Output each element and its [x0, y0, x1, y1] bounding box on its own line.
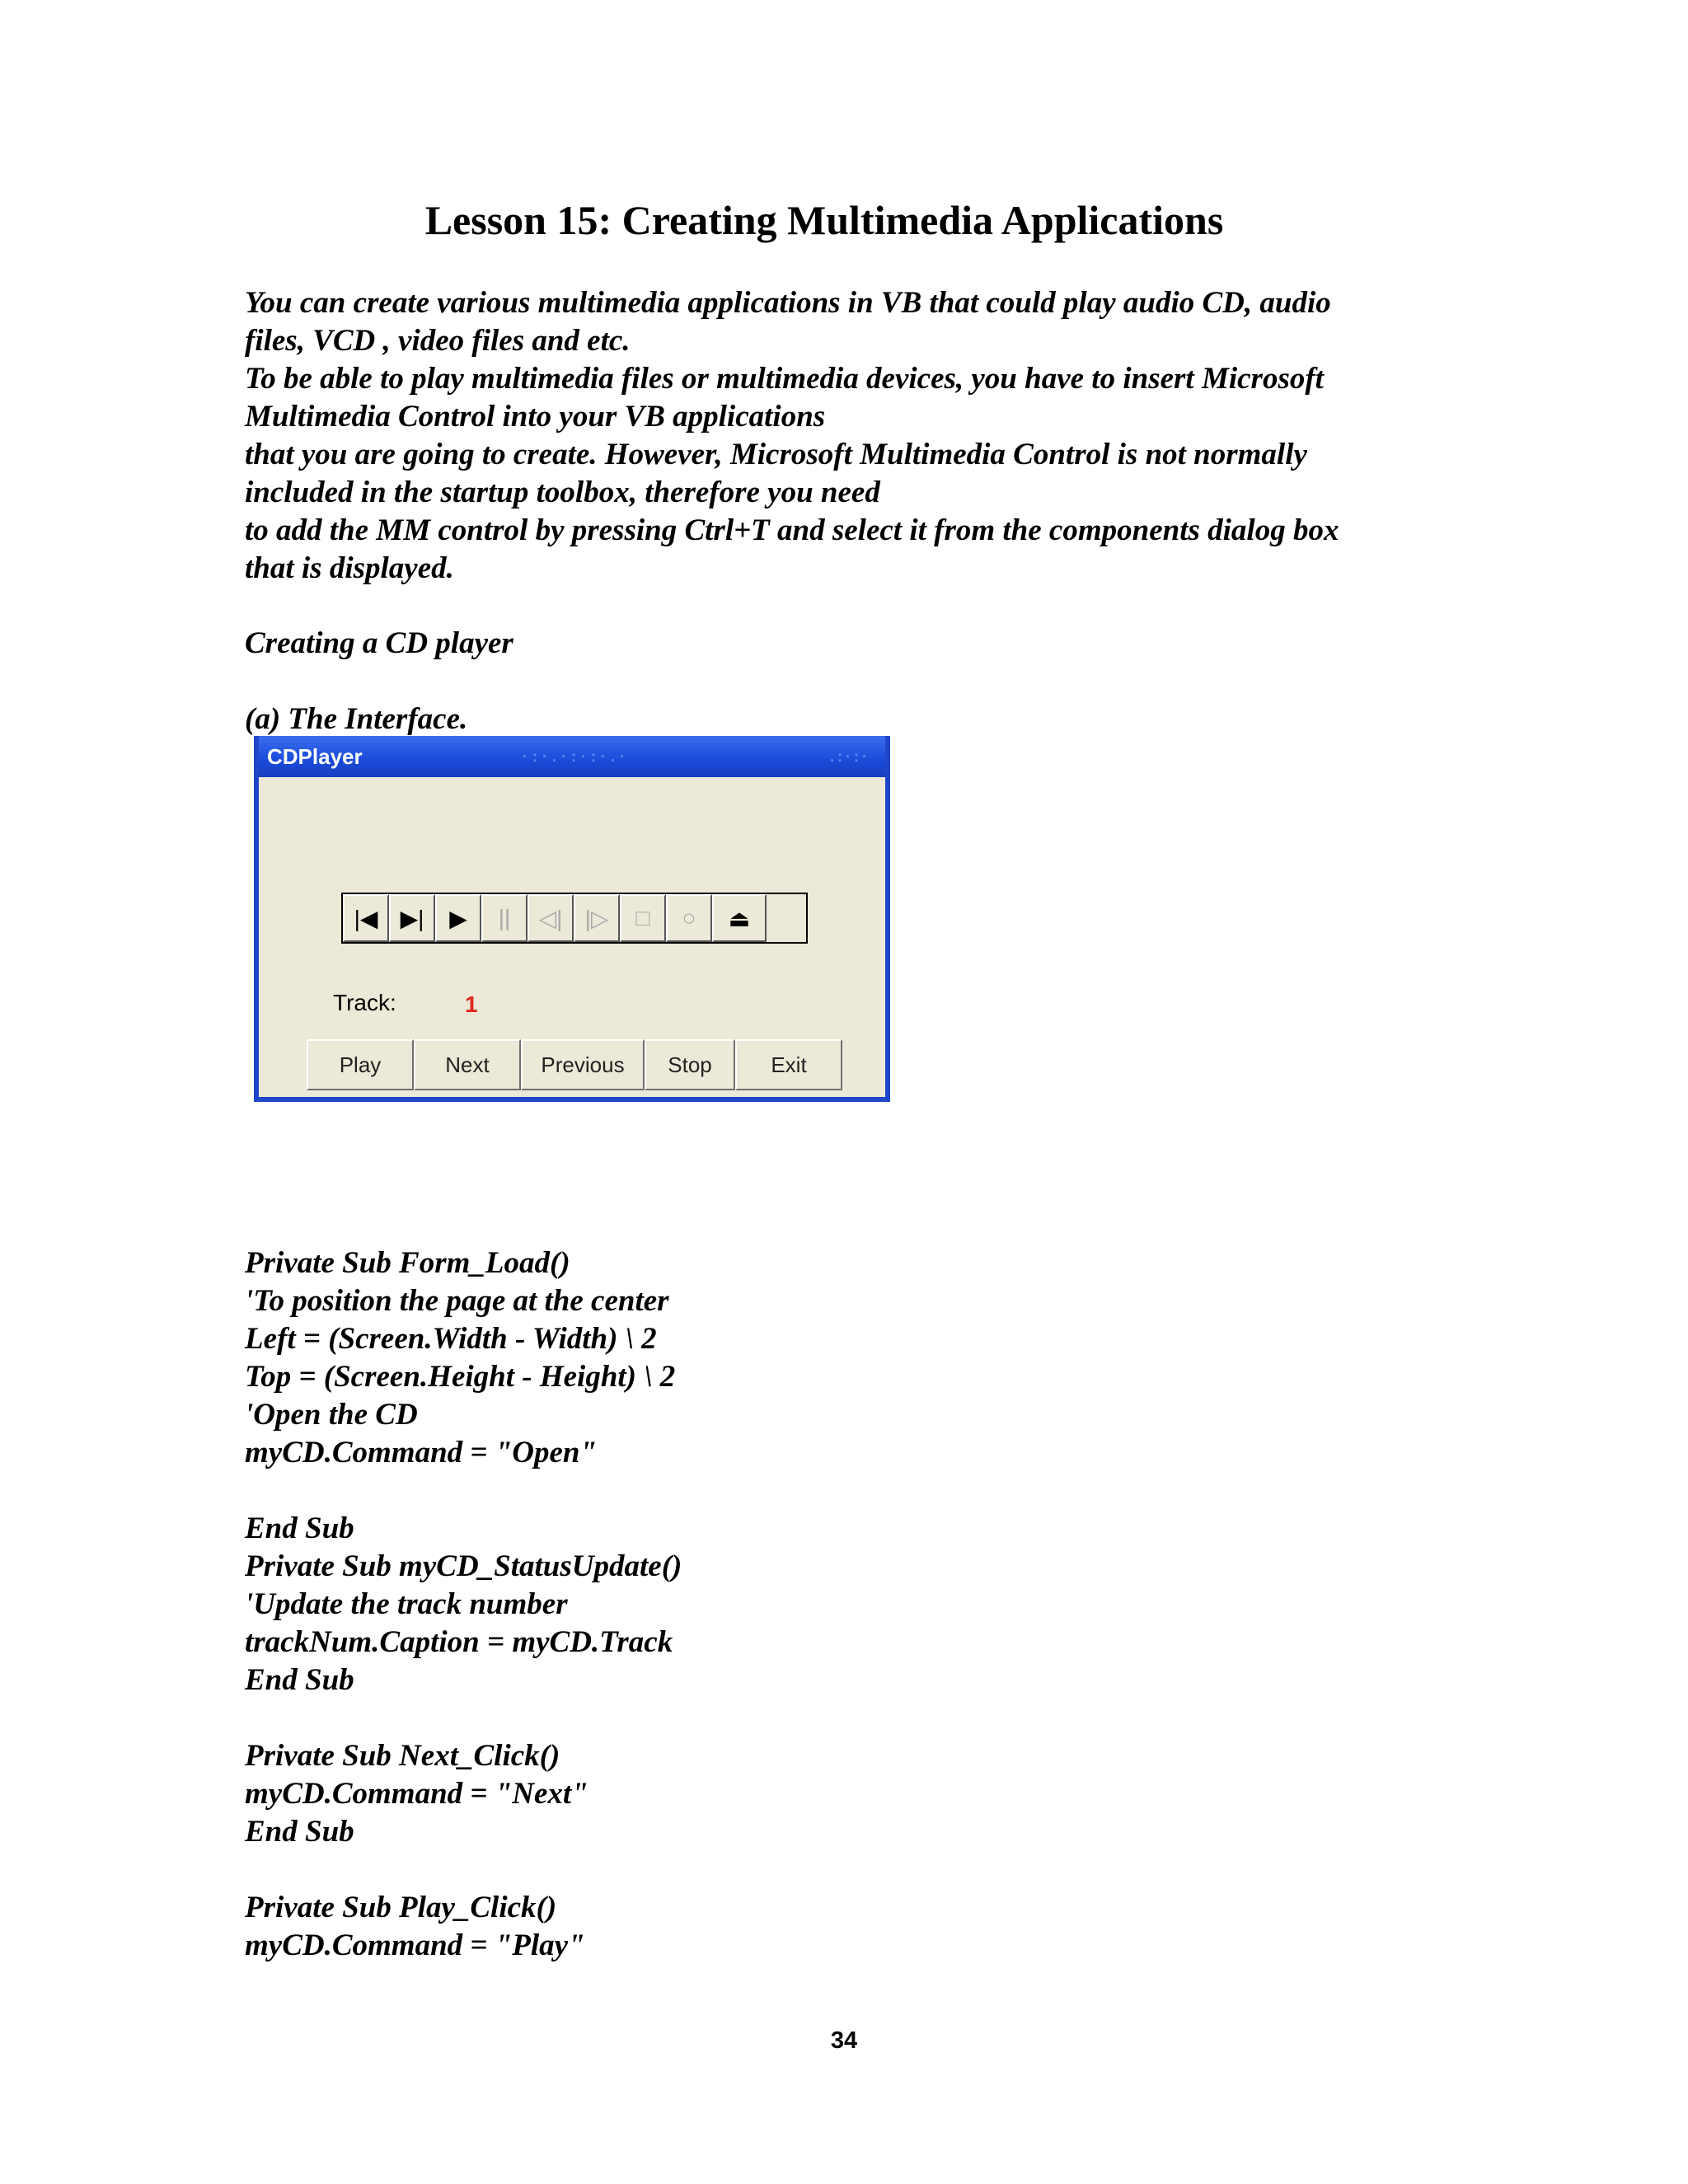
- previous-button[interactable]: Previous: [521, 1039, 645, 1090]
- code-line: 'To position the page at the center: [245, 1284, 669, 1318]
- intro-line: that is displayed.: [245, 551, 454, 585]
- code-listing: [245, 1244, 682, 1965]
- intro-line: files, VCD , video files and etc.: [245, 324, 631, 358]
- window-titlebar[interactable]: [259, 736, 885, 777]
- intro-paragraph: [245, 284, 1448, 588]
- code-line: Private Sub Play_Click(): [245, 1891, 557, 1924]
- code-line: End Sub: [245, 1511, 354, 1545]
- eject-icon[interactable]: ⏏: [712, 894, 767, 942]
- track-number: 1: [465, 991, 478, 1017]
- code-line: 'Open the CD: [245, 1398, 418, 1432]
- code-line: Top = (Screen.Height - Height) \ 2: [245, 1360, 676, 1394]
- code-line: myCD.Command = "Open": [245, 1436, 598, 1469]
- code-line: 'Update the track number: [245, 1587, 568, 1621]
- track-label: Track:: [333, 990, 396, 1015]
- code-line: Private Sub Form_Load(): [245, 1246, 570, 1280]
- code-line: Private Sub Next_Click(): [245, 1739, 560, 1773]
- titlebar-artifact: .:·:·: [830, 748, 870, 765]
- step-forward-icon[interactable]: |▷: [574, 894, 620, 942]
- window-client-area: [259, 777, 885, 1097]
- subsection-heading: (a) The Interface.: [245, 702, 468, 736]
- intro-line: to add the MM control by pressing Ctrl+T and select it from the components dialog box: [245, 513, 1339, 547]
- stop-icon[interactable]: □: [620, 894, 666, 942]
- multimedia-control: [341, 893, 808, 944]
- intro-line: To be able to play multimedia files or multimedia devices, you have to insert Microsoft: [245, 362, 1324, 396]
- pause-icon[interactable]: ||: [481, 894, 528, 942]
- code-line: [245, 1851, 682, 1889]
- code-line: End Sub: [245, 1815, 354, 1849]
- next-button[interactable]: Next: [414, 1039, 521, 1090]
- titlebar-artifact: ·:·.·:·:·.·: [523, 748, 630, 765]
- code-line: myCD.Command = "Next": [245, 1777, 588, 1811]
- window-title: CDPlayer: [267, 744, 363, 769]
- section-heading: Creating a CD player: [245, 626, 513, 660]
- code-line: trackNum.Caption = myCD.Track: [245, 1625, 673, 1659]
- play-button[interactable]: Play: [307, 1039, 414, 1090]
- code-line: Private Sub myCD_StatusUpdate(): [245, 1549, 682, 1583]
- step-back-icon[interactable]: ◁|: [528, 894, 574, 942]
- code-line: [245, 1699, 682, 1737]
- cd-player-window: [254, 736, 890, 1102]
- play-icon[interactable]: ▶: [435, 894, 481, 942]
- intro-line: You can create various multimedia applications in VB that could play audio CD, audio: [245, 286, 1331, 320]
- intro-line: Multimedia Control into your VB applications: [245, 400, 826, 434]
- page-title: Lesson 15: Creating Multimedia Applications: [424, 197, 1224, 243]
- page-number: 34: [830, 2027, 858, 2054]
- code-line: Left = (Screen.Width - Width) \ 2: [245, 1322, 657, 1356]
- code-line: End Sub: [245, 1663, 354, 1697]
- skip-back-icon[interactable]: |◀: [343, 894, 389, 942]
- command-button-row: [307, 1039, 842, 1090]
- code-line: [245, 1472, 682, 1510]
- intro-line: that you are going to create. However, Microsoft Multimedia Control is not normally: [245, 438, 1307, 471]
- stop-button[interactable]: Stop: [645, 1039, 735, 1090]
- skip-forward-icon[interactable]: ▶|: [389, 894, 435, 942]
- record-icon[interactable]: ○: [666, 894, 712, 942]
- intro-line: included in the startup toolbox, therefore you need: [245, 476, 880, 509]
- exit-button[interactable]: Exit: [735, 1039, 842, 1090]
- code-line: myCD.Command = "Play": [245, 1929, 585, 1962]
